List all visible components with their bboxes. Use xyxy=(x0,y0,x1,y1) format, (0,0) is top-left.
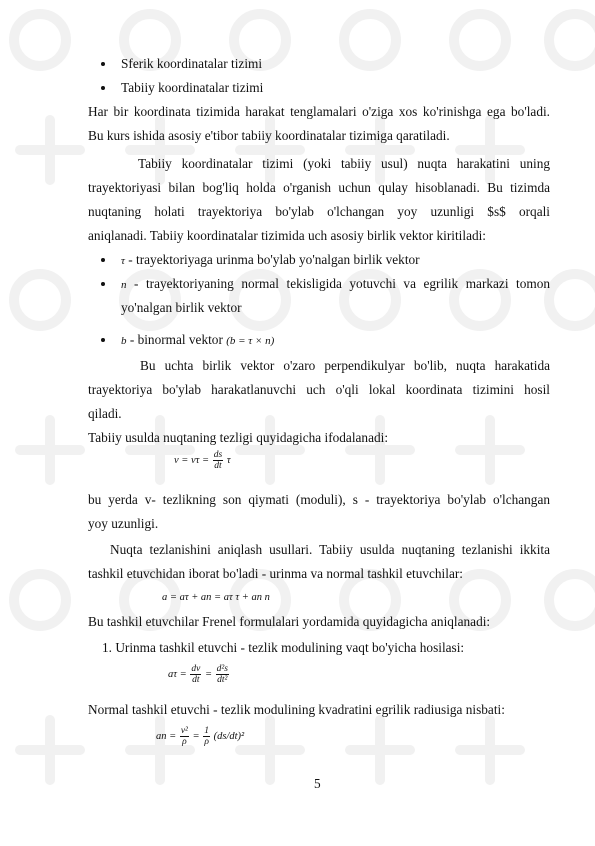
paragraph-line: Bu uchta birlik vektor o'zaro perpendikulyar bo'lib, nuqta harakatida xyxy=(140,358,550,373)
formula-rhs: τ xyxy=(226,454,231,466)
paragraph-line: Nuqta tezlanishini aniqlash usullari. Tabiiy usulda nuqtaning tezlanishi ikkita xyxy=(110,542,550,557)
numerator: ds xyxy=(213,450,223,460)
bullet-marker xyxy=(101,80,107,86)
denominator: dt xyxy=(214,461,222,471)
acceleration-formula: a = aτ + an = aτ τ + an n xyxy=(162,592,270,603)
fraction xyxy=(180,726,189,747)
denominator: dt xyxy=(192,675,200,685)
paragraph-line: trayektoriyasi bilan bog'liq holda o'rganish uchun qulay hisoblanadi. Bu tizimda xyxy=(88,180,550,195)
numerator: v² xyxy=(180,726,188,736)
item-text: Urinma tashkil etuvchi - tezlik modulining vaqt bo'yicha hosilasi: xyxy=(115,640,465,655)
bullet-marker xyxy=(101,332,107,338)
n-symbol: n xyxy=(121,279,127,291)
numerator: dv xyxy=(191,664,201,674)
item-number: 1. xyxy=(102,640,112,655)
paragraph-line: Bu tashkil etuvchilar Frenel formulalari yordamida quyidagicha aniqlanadi: xyxy=(88,614,491,629)
paragraph-line: nuqtaning holati trayektoriya bo'ylab o'lchangan yoy uzunligi $s$ orqali xyxy=(88,204,550,219)
bullet-marker xyxy=(101,252,107,258)
paragraph-line: trayektoriya bo'ylab harakatlanuvchi uch o'qli lokal koordinata tizimini hosil xyxy=(88,382,550,397)
page-number: 5 xyxy=(314,776,321,791)
bullet-marker xyxy=(101,56,107,62)
paragraph-line: aniqlanadi. Tabiiy koordinatalar tizimida uch asosiy birlik vektor kiritiladi: xyxy=(88,228,487,243)
formula-lhs: an = xyxy=(156,730,177,742)
tau-symbol: τ xyxy=(121,255,125,267)
paragraph-line: Har bir koordinata tizimida harakat tenglamalari o'ziga xos ko'rinishga ega bo'ladi. xyxy=(88,104,550,119)
n-description: - trayektoriyaning normal tekisligida yotuvchi va egrilik markazi tomon xyxy=(134,276,550,291)
bullet-item-tau xyxy=(121,252,420,269)
normal-formula xyxy=(156,726,244,747)
fraction xyxy=(203,726,210,747)
numbered-item xyxy=(102,640,564,656)
paragraph-line: Normal tashkil etuvchi - tezlik modulining kvadratini egrilik radiusiga nisbati: xyxy=(88,702,505,717)
numerator: d²s xyxy=(216,664,228,674)
denominator: ρ xyxy=(204,737,209,747)
formula-lhs: v = vτ = xyxy=(174,454,210,466)
equals-sign: = xyxy=(192,730,200,742)
tau-description: - trayektoriyaga urinma bo'ylab yo'nalgan birlik vektor xyxy=(128,252,420,267)
bullet-item: Tabiiy koordinatalar tizimi xyxy=(121,80,264,95)
fraction xyxy=(190,664,201,685)
velocity-formula xyxy=(174,450,231,471)
binormal-formula: (b = τ × n) xyxy=(226,335,275,347)
equals-sign: = xyxy=(204,668,213,680)
paragraph-line: qiladi. xyxy=(88,406,122,421)
paragraph-line: yoy uzunligi. xyxy=(88,516,159,531)
formula-lhs: aτ = xyxy=(168,668,187,680)
b-symbol: b xyxy=(121,335,127,347)
paragraph-line: bu yerda v- tezlikning son qiymati (moduli), s - trayektoriya bo'ylab o'lchangan xyxy=(88,492,550,507)
fraction xyxy=(213,450,223,471)
bullet-continuation: yo'nalgan birlik vektor xyxy=(121,300,242,315)
tangential-formula xyxy=(168,664,230,685)
bullet-item: Sferik koordinatalar tizimi xyxy=(121,56,263,71)
formula-parenthesis: (ds/dt)² xyxy=(213,730,245,742)
paragraph-line: Bu kurs ishida asosiy e'tibor tabiiy koordinatalar tizimiga qaratiladi. xyxy=(88,128,450,143)
bullet-marker xyxy=(101,276,107,282)
numerator: 1 xyxy=(204,726,210,736)
fraction xyxy=(216,664,229,685)
denominator: ρ xyxy=(182,737,187,747)
paragraph-line: Tabiiy koordinatalar tizimi (yoki tabiiy usul) nuqta harakatini uning xyxy=(138,156,550,171)
bullet-item-b xyxy=(121,332,274,349)
paragraph-line: tashkil etuvchidan iborat bo'ladi - urinma va normal tashkil etuvchilar: xyxy=(88,566,463,581)
bullet-item-n xyxy=(121,276,550,293)
denominator: dt² xyxy=(217,675,228,685)
paragraph-line: Tabiiy usulda nuqtaning tezligi quyidagicha ifodalanadi: xyxy=(88,430,389,445)
b-description: - binormal vektor xyxy=(129,332,223,347)
